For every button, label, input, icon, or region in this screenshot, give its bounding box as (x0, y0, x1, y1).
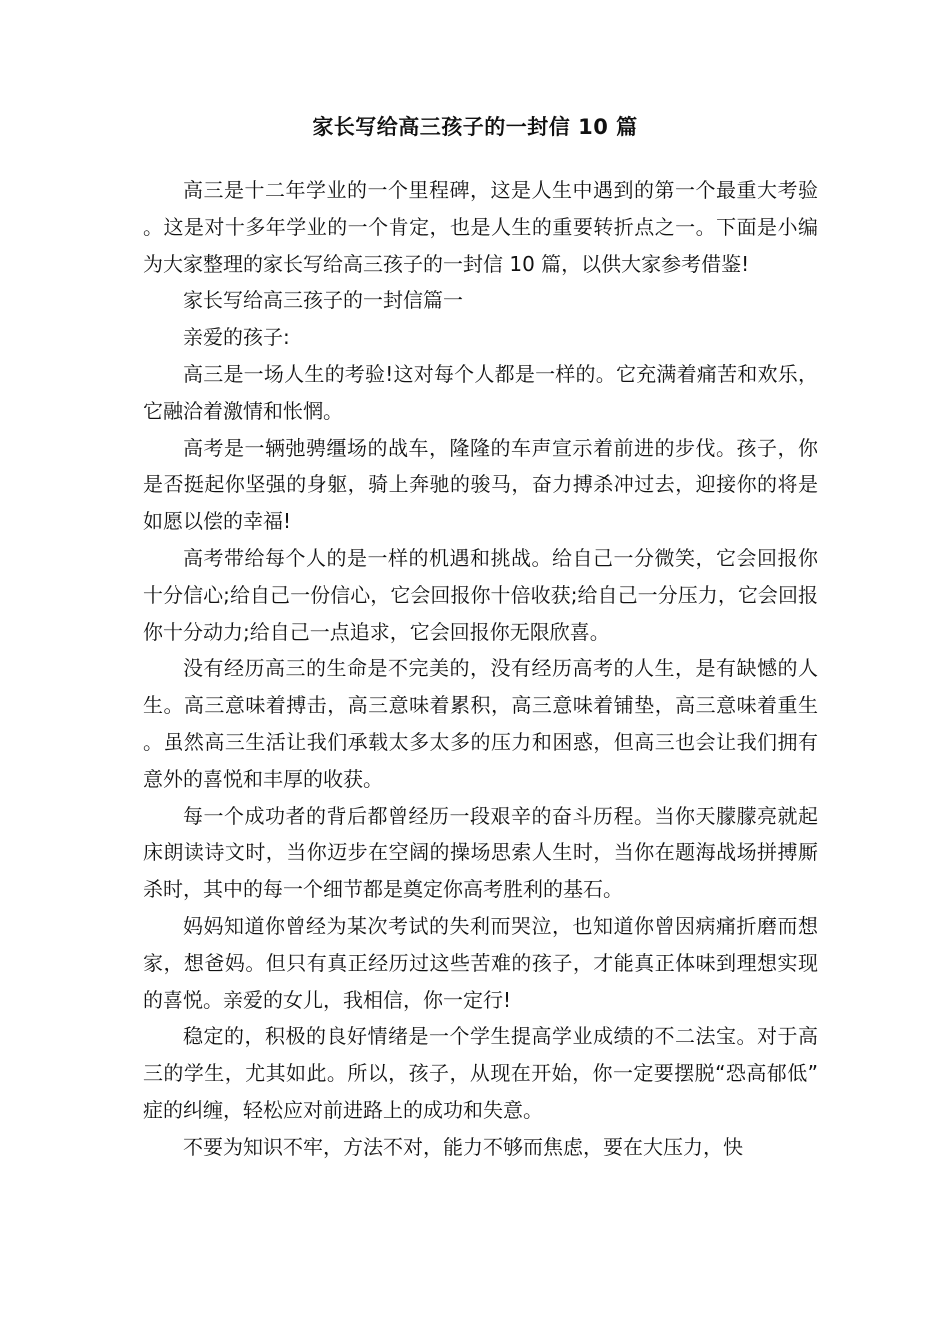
document-body (143, 172, 818, 1166)
paragraph-truncated: 不要为知识不牢，方法不对，能力不够而焦虑，要在大压力，快 (183, 1134, 743, 1159)
paragraph: 没有经历高三的生命是不完美的，没有经历高考的人生，是有缺憾的人生。高三意味着搏击，高三意味着累积，高三意味着铺垫，高三意味着重生。虽然高三生活让我们承载太多太多的压力和困惑，但高三也会让我们拥有意外的喜悦和丰厚的收获。 (143, 656, 818, 791)
paragraph: 每一个成功者的背后都曾经历一段艰辛的奋斗历程。当你天朦朦亮就起床朗读诗文时，当你迈步在空阔的操场思索人生时，当你在题海战场拼搏厮杀时，其中的每一个细节都是奠定你高考胜利的基石。 (143, 803, 818, 902)
paragraph-intro: 高三是十二年学业的一个里程碑，这是人生中遇到的第一个最重大考验。这是对十多年学业的一个肯定，也是人生的重要转折点之一。下面是小编为大家整理的家长写给高三孩子的一封信 10 篇，以供大家参考借鉴! (143, 178, 818, 276)
paragraph: 妈妈知道你曾经为某次考试的失利而哭泣，也知道你曾因病痛折磨而想家，想爸妈。但只有真正经历过这些苦难的孩子，才能真正体味到理想实现的喜悦。亲爱的女儿，我相信，你一定行! (143, 913, 818, 1012)
paragraph: 稳定的，积极的良好情绪是一个学生提高学业成绩的不二法宝。对于高三的学生，尤其如此。所以，孩子，从现在开始，你一定要摆脱“恐高郁低”症的纠缠，轻松应对前进路上的成功和失意。 (143, 1024, 818, 1122)
paragraph: 高考带给每个人的是一样的机遇和挑战。给自己一分微笑，它会回报你十分信心;给自己一份信心，它会回报你十倍收获;给自己一分压力，它会回报你十分动力;给自己一点追求，它会回报你无限欣喜。 (143, 545, 818, 644)
document-title: 家长写给高三孩子的一封信 10 篇 (312, 115, 638, 139)
paragraph: 高考是一辆弛骋缰场的战车，隆隆的车声宣示着前进的步伐。孩子，你是否挺起你坚强的身躯，骑上奔驰的骏马，奋力搏杀冲过去，迎接你的将是如愿以偿的幸福! (143, 435, 818, 534)
paragraph: 高三是一场人生的考验!这对每个人都是一样的。它充满着痛苦和欢乐，它融洽着激情和怅惘。 (143, 361, 818, 423)
section-heading: 家长写给高三孩子的一封信篇一 (183, 288, 463, 313)
salutation: 亲爱的孩子: (183, 325, 290, 350)
